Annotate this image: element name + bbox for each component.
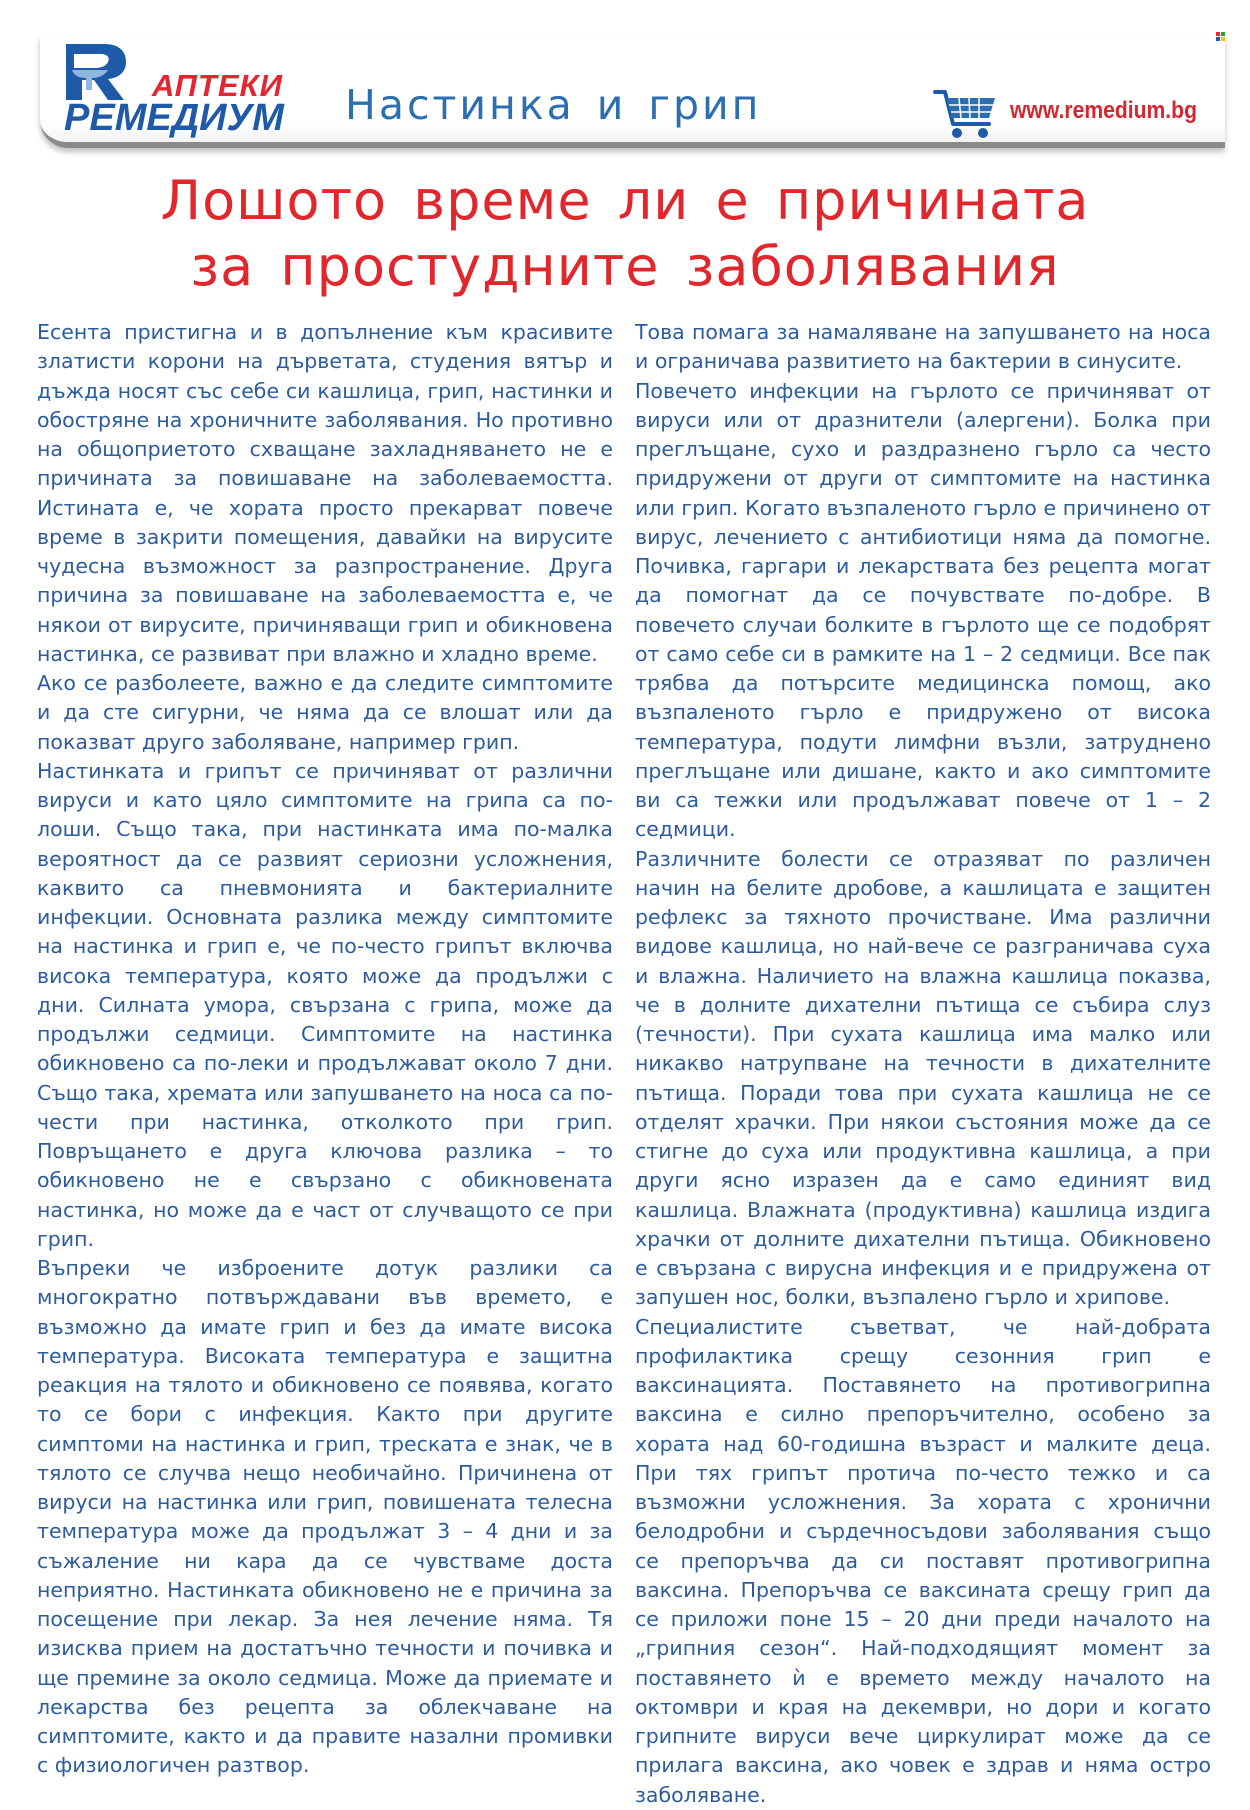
article-title-line-2: за простудните заболявания bbox=[190, 235, 1060, 298]
color-marks-icon bbox=[1216, 32, 1226, 42]
paragraph: Различните болести се отразяват по различен начин на белите дробове, а кашлицата е защитен рефлекс за тяхното прочистване. Има различни видове кашлица, но най-вече се разграничава суха и влажна. Наличието на влажна кашлица показва, че в долните дихателни пътища се събира слуз (течности). При сухата кашлица има малко или никакво натрупване на течности в дихателните пътища. Поради това при сухата кашлица не се отделят храчки. При някои състояния може да се стигне до суха или продуктивна кашлица, а при други ясно изразен да е само единият вид кашлица. Влажната (продуктивна) кашлица издига храчки от долните дихателни пътища. Обикновено е свързана с вирусна инфекция и е придружена от запушен нос, болки, възпалено гърло и хрипове. bbox=[635, 846, 1211, 1310]
paragraph: Специалистите съветват, че най-добрата профилактика срещу сезонния грип е ваксинацията. Поставянето на противогрипна ваксина е силно препоръчително, особено за хората над 60-годишна възраст и малките деца. При тях грипът протича по-често тежко и са възможни усложнения. За хората с хронични белодробни и сърдечносъдови заболявания също се препоръчва да си поставят противогрипна ваксина. Препоръчва се ваксината срещу грип да се приложи поне 15 – 20 дни преди началото на „грипния сезон“. Най-подходящият момент за поставянето ѝ е времето между началото на октомври и края на декември, но дори и когато грипните вируси вече циркулират може да се прилага ваксина, ако човек е здрав и няма остро заболяване. bbox=[635, 1314, 1211, 1807]
section-title: Настинка и грип bbox=[345, 81, 762, 129]
article-right-column bbox=[635, 318, 1211, 1810]
article-left-column bbox=[37, 318, 613, 1781]
article-title bbox=[0, 168, 1250, 300]
remedium-logo[interactable] bbox=[60, 44, 300, 139]
brand-name-bottom: РЕМЕДИУМ bbox=[64, 97, 284, 139]
paragraph: Повечето инфекции на гърлото се причиняват от вируси или от дразнители (алергени). Болка при преглъщане, сухо и раздразнено гърло са често придружени от други от симптомите на настинка или грип. Когато възпаленото гърло е причинено от вирус, лечението с антибиотици няма да помогне. Почивка, гаргари и лекарствата без рецепта могат да помогнат да се почувствате по-добре. В повечето случаи болките в гърлото ще се подобрят от само себе си в рамките на 1 – 2 седмици. Все пак трябва да потърсите медицинска помощ, ако възпаленото гърло е придружено от висока температура, подути лимфни възли, затруднено преглъщане или дишане, както и ако симптомите ви са тежки или продължават повече от 1 – 2 седмици. bbox=[635, 378, 1211, 842]
brand-name-top: АПТЕКИ bbox=[152, 68, 283, 103]
paragraph: Въпреки че изброените дотук разлики са многократно потвърждавани във времето, е възможно да имате грип и без да имате висока температура. Високата температура е защитна реакция на тялото и обикновено се появява, когато то се бори с инфекция. Както при другите симптоми на настинка и грип, треската е знак, че в тялото се случва нещо необичайно. Причинена от вируси на настинка или грип, повишената телесна температура може да продължат 3 – 4 дни и за съжаление ни кара да се чувстваме доста неприятно. Настинката обикновено не е причина за посещение при лекар. За нея лечение няма. Тя изисква прием на достатъчно течности и почивка и ще премине за около седмица. Може да приемате и лекарства без рецепта за облекчаване на симптомите, както и да правите назални промивки с физиологичен разтвор. bbox=[37, 1256, 613, 1778]
paragraph: Това помага за намаляване на запушването на носа и ограничава развитието на бактерии в синусите. bbox=[635, 320, 1211, 374]
website-link[interactable]: www.remedium.bg bbox=[1010, 97, 1197, 124]
shopping-cart-icon[interactable] bbox=[933, 86, 999, 142]
paragraph: Настинката и грипът се причиняват от различни вируси и като цяло симптомите на грипа са по-лоши. Също така, при настинката има по-малка вероятност да се развият сериозни усложнения, каквито са пневмонията и бактериалните инфекции. Основната разлика между симптомите на настинка и грип е, че по-често грипът включва висока температура, която може да продължи с дни. Силната умора, свързана с грипа, може да продължи седмици. Симптомите на настинка обикновено са по-леки и продължават около 7 дни. Също така, хремата или запушването на носа са по-чести при настинка, отколкото при грип. Повръщането е друга ключова разлика – то обикновено не е свързано с обикновената настинка, но може да е част от случващото се при грип. bbox=[37, 758, 613, 1251]
remedium-logo-icon bbox=[64, 44, 128, 102]
article-title-line-1: Лошото време ли е причината bbox=[160, 169, 1090, 232]
paragraph: Ако се разболеете, важно е да следите симптомите и да сте сигурни, че няма да се влошат или да показват друго заболяване, например грип. bbox=[37, 671, 613, 754]
paragraph: Есента пристигна и в допълнение към красивите златисти корони на дърветата, студения вятър и дъжда носят със себе си кашлица, грип, настинки и обостряне на хроничните заболявания. Но противно на общоприетото схващане захладняването не е причината за повишаване на заболеваемостта. Истината е, че хората просто прекарват повече време в закрити помещения, давайки на вирусите чудесна възможност за разпространение. Друга причина за повишаване на заболеваемостта е, че някои от вирусите, причиняващи грип и обикновена настинка, се развиват при влажно и хладно време. bbox=[37, 320, 613, 666]
